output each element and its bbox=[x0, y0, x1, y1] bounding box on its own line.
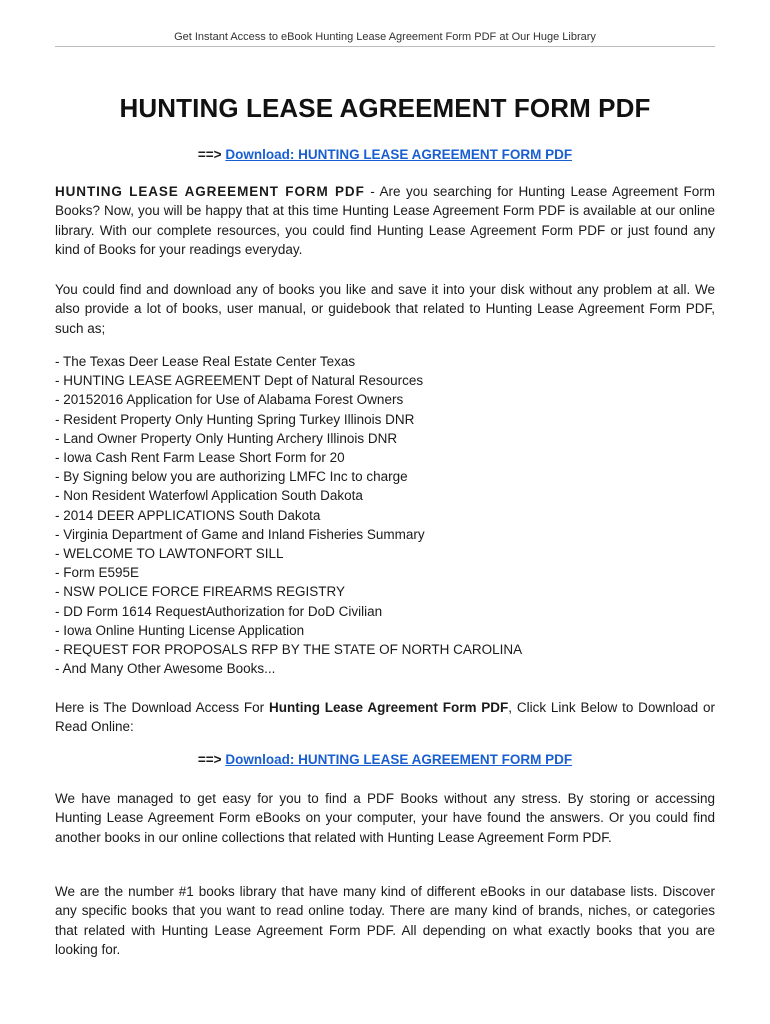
page-title: HUNTING LEASE AGREEMENT FORM PDF bbox=[119, 93, 651, 123]
easy-access-paragraph: We have managed to get easy for you to find a PDF Books without any stress. By storing or accessing Hunting Lease Agreement Form eBooks on your computer, your have found the answers. Or you could find another books in our online collections that related with Hunting Lease Agreement Form PDF. bbox=[55, 791, 715, 845]
list-item: - 20152016 Application for Use of Alabama Forest Owners bbox=[55, 392, 404, 408]
list-item: - Non Resident Waterfowl Application South Dakota bbox=[55, 488, 363, 504]
library-paragraph: We are the number #1 books library that have many kind of different eBooks in our database lists. Discover any specific books that you want to read online today. There are many kind of brands, niches, or categories that related with Hunting Lease Agreement Form PDF. All depending on what exactly books that you are looking for. bbox=[55, 884, 715, 957]
list-item: - The Texas Deer Lease Real Estate Center Texas bbox=[55, 354, 356, 369]
intro-text: - Are you searching for Hunting Lease Agreement Form Books? Now, you will be happy that at this time Hunting Lease Agreement Form PDF is available at our online library. With our complete resources, you could find Hunting Lease Agreement Form PDF or just found any kind of Books for your readings everyday. bbox=[55, 184, 715, 257]
related-books-paragraph: You could find and download any of books you like and save it into your disk without any problem at all. We also provide a lot of books, user manual, or guidebook that related to Hunting Lease Agreement Form PDF, such as; bbox=[55, 282, 715, 336]
download-link-top[interactable]: Download: HUNTING LEASE AGREEMENT FORM PDF bbox=[225, 147, 573, 162]
list-item: - HUNTING LEASE AGREEMENT Dept of Natural Resources bbox=[55, 373, 424, 389]
list-item: - REQUEST FOR PROPOSALS RFP BY THE STATE OF NORTH CAROLINA bbox=[55, 642, 523, 658]
list-item: - By Signing below you are authorizing LMFC Inc to charge bbox=[55, 469, 408, 485]
download-line-bottom bbox=[0, 752, 770, 767]
list-item: - Iowa Online Hunting License Application bbox=[55, 622, 305, 638]
page-header: Get Instant Access to eBook Hunting Lease Agreement Form PDF at Our Huge Library bbox=[174, 31, 596, 43]
download-line-top bbox=[0, 147, 770, 162]
book-list bbox=[55, 352, 715, 678]
list-item: - Virginia Department of Game and Inland Fisheries Summary bbox=[55, 526, 425, 542]
download-link-bottom[interactable]: Download: HUNTING LEASE AGREEMENT FORM PDF bbox=[225, 752, 573, 767]
access-text-before: Here is The Download Access For bbox=[55, 700, 269, 715]
access-text-after: , Click Link Below to Download or Read Online: bbox=[55, 700, 716, 735]
download-access-paragraph bbox=[55, 698, 715, 737]
intro-paragraph bbox=[55, 182, 715, 259]
list-item: - Resident Property Only Hunting Spring Turkey Illinois DNR bbox=[55, 411, 415, 427]
intro-lead: HUNTING LEASE AGREEMENT FORM PDF bbox=[55, 184, 365, 199]
header-divider bbox=[55, 46, 715, 47]
list-item: - DD Form 1614 RequestAuthorization for DoD Civilian bbox=[55, 603, 383, 619]
list-item: - Land Owner Property Only Hunting Archery Illinois DNR bbox=[55, 430, 398, 446]
access-bold-title: Hunting Lease Agreement Form PDF bbox=[268, 700, 509, 715]
list-item: - WELCOME TO LAWTONFORT SILL bbox=[55, 546, 284, 562]
list-item: - Form E595E bbox=[55, 565, 140, 581]
list-item: - Iowa Cash Rent Farm Lease Short Form for 20 bbox=[55, 450, 345, 466]
download-arrow-prefix: ==> bbox=[197, 752, 222, 767]
list-item: - 2014 DEER APPLICATIONS South Dakota bbox=[55, 507, 321, 523]
download-arrow-prefix: ==> bbox=[197, 147, 222, 162]
list-item: - NSW POLICE FORCE FIREARMS REGISTRY bbox=[55, 584, 346, 600]
list-item: - And Many Other Awesome Books... bbox=[55, 661, 276, 677]
